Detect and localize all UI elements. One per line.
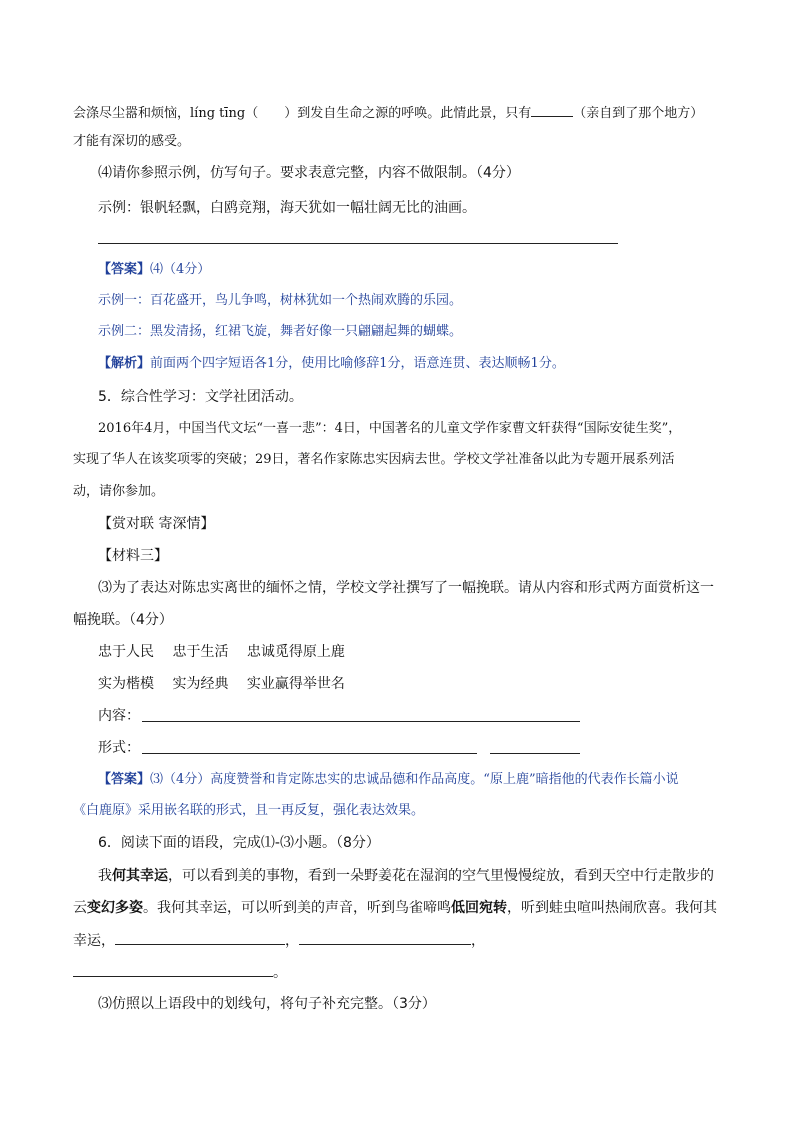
blank[interactable] [299, 930, 471, 945]
answer-line[interactable] [98, 243, 618, 244]
question-5-para-3: 动，请你参加。 [73, 484, 165, 499]
question-6-3: ⑶仿照以上语段中的划线句，将句子补充完整。（3分） [98, 996, 436, 1012]
material-label: 【材料三】 [98, 548, 168, 564]
question-5-3-line-2: 幅挽联。（4分） [73, 612, 173, 628]
text: 幸运， [73, 933, 115, 949]
text: 云 [73, 900, 87, 916]
text: 会涤尽尘嚣和烦恼， [73, 106, 191, 121]
text: ， [471, 933, 485, 949]
question-6-title: 6．阅读下面的语段，完成⑴-⑶小题。（8分） [98, 835, 380, 851]
answer-4-example-2: 示例二：黑发清扬，红裙飞旋，舞者好像一只翩翩起舞的蝴蝶。 [98, 324, 463, 339]
text: 。我何其幸运，可以听到美的声音，听到鸟雀啼鸣 [143, 900, 451, 916]
section-title: 【赏对联 寄深情】 [98, 516, 215, 532]
question-5-title: 5．综合性学习：文学社团活动。 [98, 389, 303, 405]
question-6-para-1 [98, 866, 714, 886]
bold-text: 变幻多姿 [87, 900, 143, 916]
answer-tag: 【答案】 [98, 772, 151, 787]
bold-text: 何其幸运 [112, 868, 168, 884]
question-5-3-line-1: ⑶为了表达对陈忠实离世的缅怀之情，学校文学社撰写了一幅挽联。请从内容和形式两方面赏析这一 [98, 580, 714, 596]
form-label: 形式： [98, 740, 140, 756]
answer-text: 高度赞誉和肯定陈忠实的忠诚品德和作品高度。“原上鹿”暗指他的代表作长篇小说 [210, 772, 679, 787]
blank[interactable] [73, 962, 273, 977]
form-answer-line[interactable] [142, 753, 477, 754]
content-answer-line[interactable] [142, 721, 580, 722]
couplet-line-2: 实为楷模 实为经典 实业赢得举世名 [98, 676, 345, 692]
text: ， [285, 933, 299, 949]
question-6-para-2 [73, 898, 717, 918]
content-label: 内容： [98, 708, 140, 724]
answer-tag: 【答案】 [98, 262, 151, 277]
text: 我 [98, 868, 112, 884]
text: （亲自到了那个地方） [573, 106, 704, 121]
analysis-4 [98, 354, 565, 374]
answer-5-line-1 [98, 770, 679, 790]
bold-text: 低回宛转 [451, 900, 507, 916]
blank[interactable] [115, 930, 285, 945]
form-answer-line-2[interactable] [490, 753, 580, 754]
question-6-para-4 [73, 962, 287, 983]
couplet-line-1: 忠于人民 忠于生活 忠诚觅得原上鹿 [98, 644, 345, 660]
analysis-tag: 【解析】 [98, 356, 151, 371]
text: ）到发自生命之源的呼唤。此情此景，只有 [284, 106, 532, 121]
answer-5-line-2: 《白鹿原》采用嵌名联的形式，且一再反复，强化表达效果。 [73, 803, 425, 818]
answer-score: ⑷（4分） [150, 262, 211, 277]
text: ，可以看到美的事物，看到一朵野姜花在湿润的空气里慢慢绽放，看到天空中行走散步的 [168, 868, 714, 884]
question-4-prompt: ⑷请你参照示例，仿写句子。要求表意完整，内容不做限制。（4分） [98, 165, 520, 181]
question-5-para-1: 2016年4月，中国当代文坛“一喜一悲”：4日，中国著名的儿童文学作家曹文轩获得“国际安徒生奖”， [98, 421, 682, 436]
text: 。 [273, 965, 287, 981]
answer-4-example-1: 示例一：百花盛开，鸟儿争鸣，树林犹如一个热闹欢腾的乐园。 [98, 293, 463, 308]
question-6-para-3 [73, 930, 485, 951]
text: ，听到蛙虫喧叫热闹欣喜。我何其 [507, 900, 717, 916]
pinyin: líng tīng [190, 106, 246, 121]
prev-question-line-2: 才能有深切的感受。 [73, 134, 191, 149]
answer-4-header [98, 260, 210, 280]
question-4-example: 示例：银帆轻飘，白鸥竞翔，海天犹如一幅壮阔无比的油画。 [98, 200, 476, 216]
question-5-para-2: 实现了华人在该奖项零的突破；29日，著名作家陈忠实因病去世。学校文学社准备以此为专题开展系列活 [73, 452, 675, 467]
blank[interactable] [258, 103, 284, 117]
prev-question-line-1 [73, 102, 703, 124]
analysis-text: 前面两个四字短语各1分，使用比喻修辞1分，语意连贯、表达顺畅1分。 [150, 356, 565, 371]
text: （ [245, 106, 259, 121]
answer-score: ⑶（4分） [150, 772, 211, 787]
blank[interactable] [531, 102, 573, 117]
